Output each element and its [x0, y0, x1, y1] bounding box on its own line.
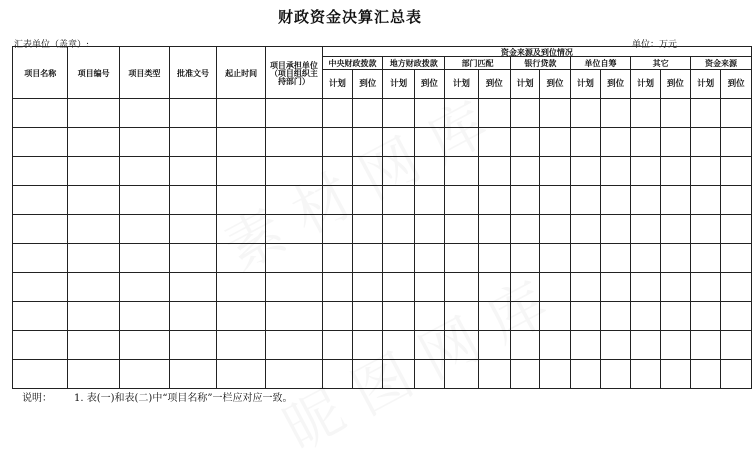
header-project-name: 项目名称	[13, 47, 68, 99]
table-cell[interactable]	[691, 186, 721, 215]
table-cell[interactable]	[660, 99, 690, 128]
table-cell[interactable]	[511, 186, 540, 215]
table-cell[interactable]	[721, 128, 752, 157]
table-cell[interactable]	[119, 99, 169, 128]
header-department-matching: 部门匹配	[445, 57, 511, 70]
reporting-unit-label: 汇表单位（盖章）:	[14, 40, 90, 50]
table-cell[interactable]	[691, 157, 721, 186]
header-time-range: 起止时间	[217, 47, 266, 99]
table-cell[interactable]	[478, 157, 510, 186]
table-cell[interactable]	[353, 331, 383, 360]
table-cell[interactable]	[445, 128, 478, 157]
currency-unit-label: 单位：万元	[632, 40, 678, 50]
table-cell[interactable]	[601, 128, 631, 157]
table-cell[interactable]	[414, 273, 444, 302]
table-cell[interactable]	[660, 302, 690, 331]
header-plan: 计划	[445, 70, 478, 99]
table-cell[interactable]	[169, 273, 216, 302]
table-cell[interactable]	[169, 128, 216, 157]
table-cell[interactable]	[691, 360, 721, 389]
header-arrived: 到位	[414, 70, 444, 99]
table-cell[interactable]	[414, 128, 444, 157]
table-row	[13, 215, 752, 244]
header-plan: 计划	[631, 70, 660, 99]
table-cell[interactable]	[217, 157, 266, 186]
table-cell[interactable]	[660, 215, 690, 244]
table-row	[13, 99, 752, 128]
table-cell[interactable]	[266, 215, 323, 244]
table-cell[interactable]	[445, 273, 478, 302]
table-cell[interactable]	[691, 99, 721, 128]
table-cell[interactable]	[266, 244, 323, 273]
footnote-label: 说明：	[22, 393, 52, 404]
table-cell[interactable]	[13, 157, 68, 186]
table-cell[interactable]	[721, 186, 752, 215]
table-cell[interactable]	[721, 302, 752, 331]
header-arrived: 到位	[601, 70, 631, 99]
header-funding-source: 资金来源	[691, 57, 752, 70]
summary-table	[12, 46, 752, 389]
table-cell[interactable]	[540, 302, 570, 331]
table-cell[interactable]	[13, 244, 68, 273]
table-cell[interactable]	[540, 273, 570, 302]
table-cell[interactable]	[322, 302, 352, 331]
table-cell[interactable]	[511, 244, 540, 273]
table-row	[13, 302, 752, 331]
table-cell[interactable]	[445, 186, 478, 215]
table-cell[interactable]	[322, 360, 352, 389]
table-cell[interactable]	[169, 99, 216, 128]
table-cell[interactable]	[217, 186, 266, 215]
table-cell[interactable]	[68, 244, 119, 273]
header-plan: 计划	[570, 70, 600, 99]
table-cell[interactable]	[511, 99, 540, 128]
table-cell[interactable]	[721, 360, 752, 389]
header-self-raised: 单位自筹	[570, 57, 631, 70]
table-cell[interactable]	[478, 273, 510, 302]
table-cell[interactable]	[511, 302, 540, 331]
table-cell[interactable]	[13, 360, 68, 389]
table-cell[interactable]	[601, 302, 631, 331]
table-cell[interactable]	[478, 302, 510, 331]
table-cell[interactable]	[68, 215, 119, 244]
table-cell[interactable]	[383, 331, 414, 360]
header-project-type: 项目类型	[119, 47, 169, 99]
table-cell[interactable]	[266, 302, 323, 331]
table-cell[interactable]	[119, 244, 169, 273]
table-cell[interactable]	[322, 331, 352, 360]
header-approval-number: 批准文号	[169, 47, 216, 99]
table-cell[interactable]	[660, 360, 690, 389]
table-cell[interactable]	[266, 331, 323, 360]
table-cell[interactable]	[266, 157, 323, 186]
table-cell[interactable]	[353, 99, 383, 128]
table-cell[interactable]	[322, 128, 352, 157]
header-project-number: 项目编号	[68, 47, 119, 99]
table-cell[interactable]	[540, 186, 570, 215]
table-cell[interactable]	[414, 244, 444, 273]
table-cell[interactable]	[478, 360, 510, 389]
table-cell[interactable]	[660, 157, 690, 186]
table-cell[interactable]	[169, 331, 216, 360]
table-row	[13, 157, 752, 186]
table-cell[interactable]	[660, 331, 690, 360]
table-body	[13, 99, 752, 389]
table-cell[interactable]	[721, 244, 752, 273]
table-row	[13, 273, 752, 302]
table-cell[interactable]	[169, 302, 216, 331]
table-cell[interactable]	[322, 244, 352, 273]
table-cell[interactable]	[631, 215, 660, 244]
table-cell[interactable]	[631, 331, 660, 360]
table-cell[interactable]	[540, 244, 570, 273]
table-cell[interactable]	[119, 215, 169, 244]
header-funding-sources: 资金来源及到位情况	[322, 47, 751, 57]
header-plan: 计划	[691, 70, 721, 99]
table-cell[interactable]	[322, 99, 352, 128]
table-cell[interactable]	[414, 157, 444, 186]
table-cell[interactable]	[511, 215, 540, 244]
table-row	[13, 331, 752, 360]
table-cell[interactable]	[511, 273, 540, 302]
table-cell[interactable]	[478, 331, 510, 360]
table-cell[interactable]	[217, 302, 266, 331]
header-arrived: 到位	[478, 70, 510, 99]
table-cell[interactable]	[383, 302, 414, 331]
table-cell[interactable]	[13, 186, 68, 215]
table-cell[interactable]	[322, 273, 352, 302]
table-cell[interactable]	[540, 331, 570, 360]
table-cell[interactable]	[511, 157, 540, 186]
header-arrived: 到位	[540, 70, 570, 99]
table-cell[interactable]	[570, 273, 600, 302]
table-cell[interactable]	[13, 215, 68, 244]
table-cell[interactable]	[478, 99, 510, 128]
table-cell[interactable]	[383, 157, 414, 186]
table-cell[interactable]	[660, 128, 690, 157]
table-cell[interactable]	[13, 99, 68, 128]
table-cell[interactable]	[169, 215, 216, 244]
table-cell[interactable]	[13, 128, 68, 157]
table-cell[interactable]	[383, 215, 414, 244]
table-cell[interactable]	[68, 128, 119, 157]
header-plan: 计划	[322, 70, 352, 99]
table-cell[interactable]	[68, 331, 119, 360]
header-central-funding: 中央财政拨款	[322, 57, 383, 70]
table-cell[interactable]	[660, 244, 690, 273]
table-cell[interactable]	[217, 244, 266, 273]
table-cell[interactable]	[217, 273, 266, 302]
table-cell[interactable]	[540, 360, 570, 389]
table-cell[interactable]	[217, 331, 266, 360]
table-cell[interactable]	[414, 99, 444, 128]
table-cell[interactable]	[478, 215, 510, 244]
table-cell[interactable]	[631, 360, 660, 389]
table-cell[interactable]	[721, 273, 752, 302]
table-cell[interactable]	[601, 157, 631, 186]
table-cell[interactable]	[540, 215, 570, 244]
table-cell[interactable]	[68, 99, 119, 128]
table-cell[interactable]	[68, 360, 119, 389]
table-cell[interactable]	[570, 244, 600, 273]
table-cell[interactable]	[13, 273, 68, 302]
header-plan: 计划	[511, 70, 540, 99]
table-cell[interactable]	[601, 331, 631, 360]
table-cell[interactable]	[353, 186, 383, 215]
table-cell[interactable]	[68, 273, 119, 302]
table-cell[interactable]	[169, 360, 216, 389]
header-arrived: 到位	[353, 70, 383, 99]
table-cell[interactable]	[414, 360, 444, 389]
table-cell[interactable]	[119, 186, 169, 215]
table-cell[interactable]	[570, 215, 600, 244]
table-cell[interactable]	[478, 244, 510, 273]
table-cell[interactable]	[721, 99, 752, 128]
table-cell[interactable]	[353, 215, 383, 244]
table-cell[interactable]	[266, 186, 323, 215]
table-cell[interactable]	[570, 302, 600, 331]
footnote	[22, 389, 293, 404]
table-cell[interactable]	[217, 360, 266, 389]
table-cell[interactable]	[660, 273, 690, 302]
table-cell[interactable]	[631, 273, 660, 302]
table-cell[interactable]	[691, 215, 721, 244]
table-cell[interactable]	[570, 186, 600, 215]
table-cell[interactable]	[445, 157, 478, 186]
header-organization: 项目承担单位（项目组织主持部门）	[266, 47, 323, 99]
table-cell[interactable]	[68, 157, 119, 186]
table-cell[interactable]	[353, 360, 383, 389]
table-cell[interactable]	[353, 157, 383, 186]
table-cell[interactable]	[601, 186, 631, 215]
table-cell[interactable]	[13, 331, 68, 360]
table-row	[13, 186, 752, 215]
table-cell[interactable]	[511, 331, 540, 360]
table-cell[interactable]	[119, 273, 169, 302]
table-row	[13, 128, 752, 157]
table-cell[interactable]	[691, 331, 721, 360]
table-cell[interactable]	[601, 273, 631, 302]
table-cell[interactable]	[169, 244, 216, 273]
table-cell[interactable]	[322, 215, 352, 244]
table-cell[interactable]	[570, 331, 600, 360]
table-cell[interactable]	[631, 302, 660, 331]
table-cell[interactable]	[631, 128, 660, 157]
footnote-text: 1. 表(一)和表(二)中“项目名称”一栏应对应一致。	[74, 393, 293, 404]
table-cell[interactable]	[691, 128, 721, 157]
table-cell[interactable]	[660, 186, 690, 215]
table-cell[interactable]	[266, 99, 323, 128]
table-cell[interactable]	[631, 186, 660, 215]
table-cell[interactable]	[570, 128, 600, 157]
table-cell[interactable]	[217, 128, 266, 157]
table-cell[interactable]	[383, 360, 414, 389]
table-cell[interactable]	[383, 128, 414, 157]
table-cell[interactable]	[445, 331, 478, 360]
table-cell[interactable]	[383, 99, 414, 128]
table-cell[interactable]	[353, 128, 383, 157]
table-cell[interactable]	[631, 157, 660, 186]
table-cell[interactable]	[383, 273, 414, 302]
table-cell[interactable]	[445, 99, 478, 128]
table-cell[interactable]	[322, 186, 352, 215]
table-cell[interactable]	[445, 302, 478, 331]
table-cell[interactable]	[631, 244, 660, 273]
table-cell[interactable]	[570, 360, 600, 389]
table-cell[interactable]	[511, 128, 540, 157]
table-cell[interactable]	[570, 157, 600, 186]
header-arrived: 到位	[660, 70, 690, 99]
table-cell[interactable]	[119, 157, 169, 186]
header-other: 其它	[631, 57, 691, 70]
table-cell[interactable]	[540, 128, 570, 157]
table-cell[interactable]	[721, 331, 752, 360]
table-cell[interactable]	[217, 99, 266, 128]
table-cell[interactable]	[266, 128, 323, 157]
table-cell[interactable]	[691, 273, 721, 302]
table-cell[interactable]	[68, 186, 119, 215]
table-cell[interactable]	[266, 273, 323, 302]
table-cell[interactable]	[601, 360, 631, 389]
table-cell[interactable]	[478, 186, 510, 215]
table-cell[interactable]	[631, 99, 660, 128]
table-cell[interactable]	[721, 157, 752, 186]
header-arrived: 到位	[721, 70, 752, 99]
summary-table-container	[12, 46, 745, 380]
table-cell[interactable]	[119, 360, 169, 389]
table-cell[interactable]	[169, 157, 216, 186]
table-cell[interactable]	[119, 331, 169, 360]
table-cell[interactable]	[217, 215, 266, 244]
header-plan: 计划	[383, 70, 414, 99]
table-cell[interactable]	[68, 302, 119, 331]
table-cell[interactable]	[353, 302, 383, 331]
table-row	[13, 360, 752, 389]
table-cell[interactable]	[383, 186, 414, 215]
table-cell[interactable]	[414, 331, 444, 360]
header-bank-loans: 银行贷款	[511, 57, 571, 70]
table-cell[interactable]	[445, 360, 478, 389]
table-cell[interactable]	[414, 302, 444, 331]
table-cell[interactable]	[478, 128, 510, 157]
table-cell[interactable]	[601, 244, 631, 273]
table-cell[interactable]	[119, 128, 169, 157]
table-cell[interactable]	[13, 302, 68, 331]
table-cell[interactable]	[601, 215, 631, 244]
header-local-funding: 地方财政拨款	[383, 57, 445, 70]
table-cell[interactable]	[322, 157, 352, 186]
table-row	[13, 244, 752, 273]
table-cell[interactable]	[353, 244, 383, 273]
table-cell[interactable]	[540, 99, 570, 128]
table-cell[interactable]	[570, 99, 600, 128]
table-cell[interactable]	[601, 99, 631, 128]
table-cell[interactable]	[414, 215, 444, 244]
page-title: 财政资金决算汇总表	[277, 8, 422, 26]
table-cell[interactable]	[383, 244, 414, 273]
table-cell[interactable]	[414, 186, 444, 215]
table-cell[interactable]	[119, 302, 169, 331]
table-cell[interactable]	[540, 157, 570, 186]
table-cell[interactable]	[266, 360, 323, 389]
table-cell[interactable]	[691, 244, 721, 273]
table-cell[interactable]	[721, 215, 752, 244]
table-cell[interactable]	[511, 360, 540, 389]
table-cell[interactable]	[169, 186, 216, 215]
table-cell[interactable]	[353, 273, 383, 302]
table-cell[interactable]	[691, 302, 721, 331]
table-cell[interactable]	[445, 215, 478, 244]
table-cell[interactable]	[445, 244, 478, 273]
